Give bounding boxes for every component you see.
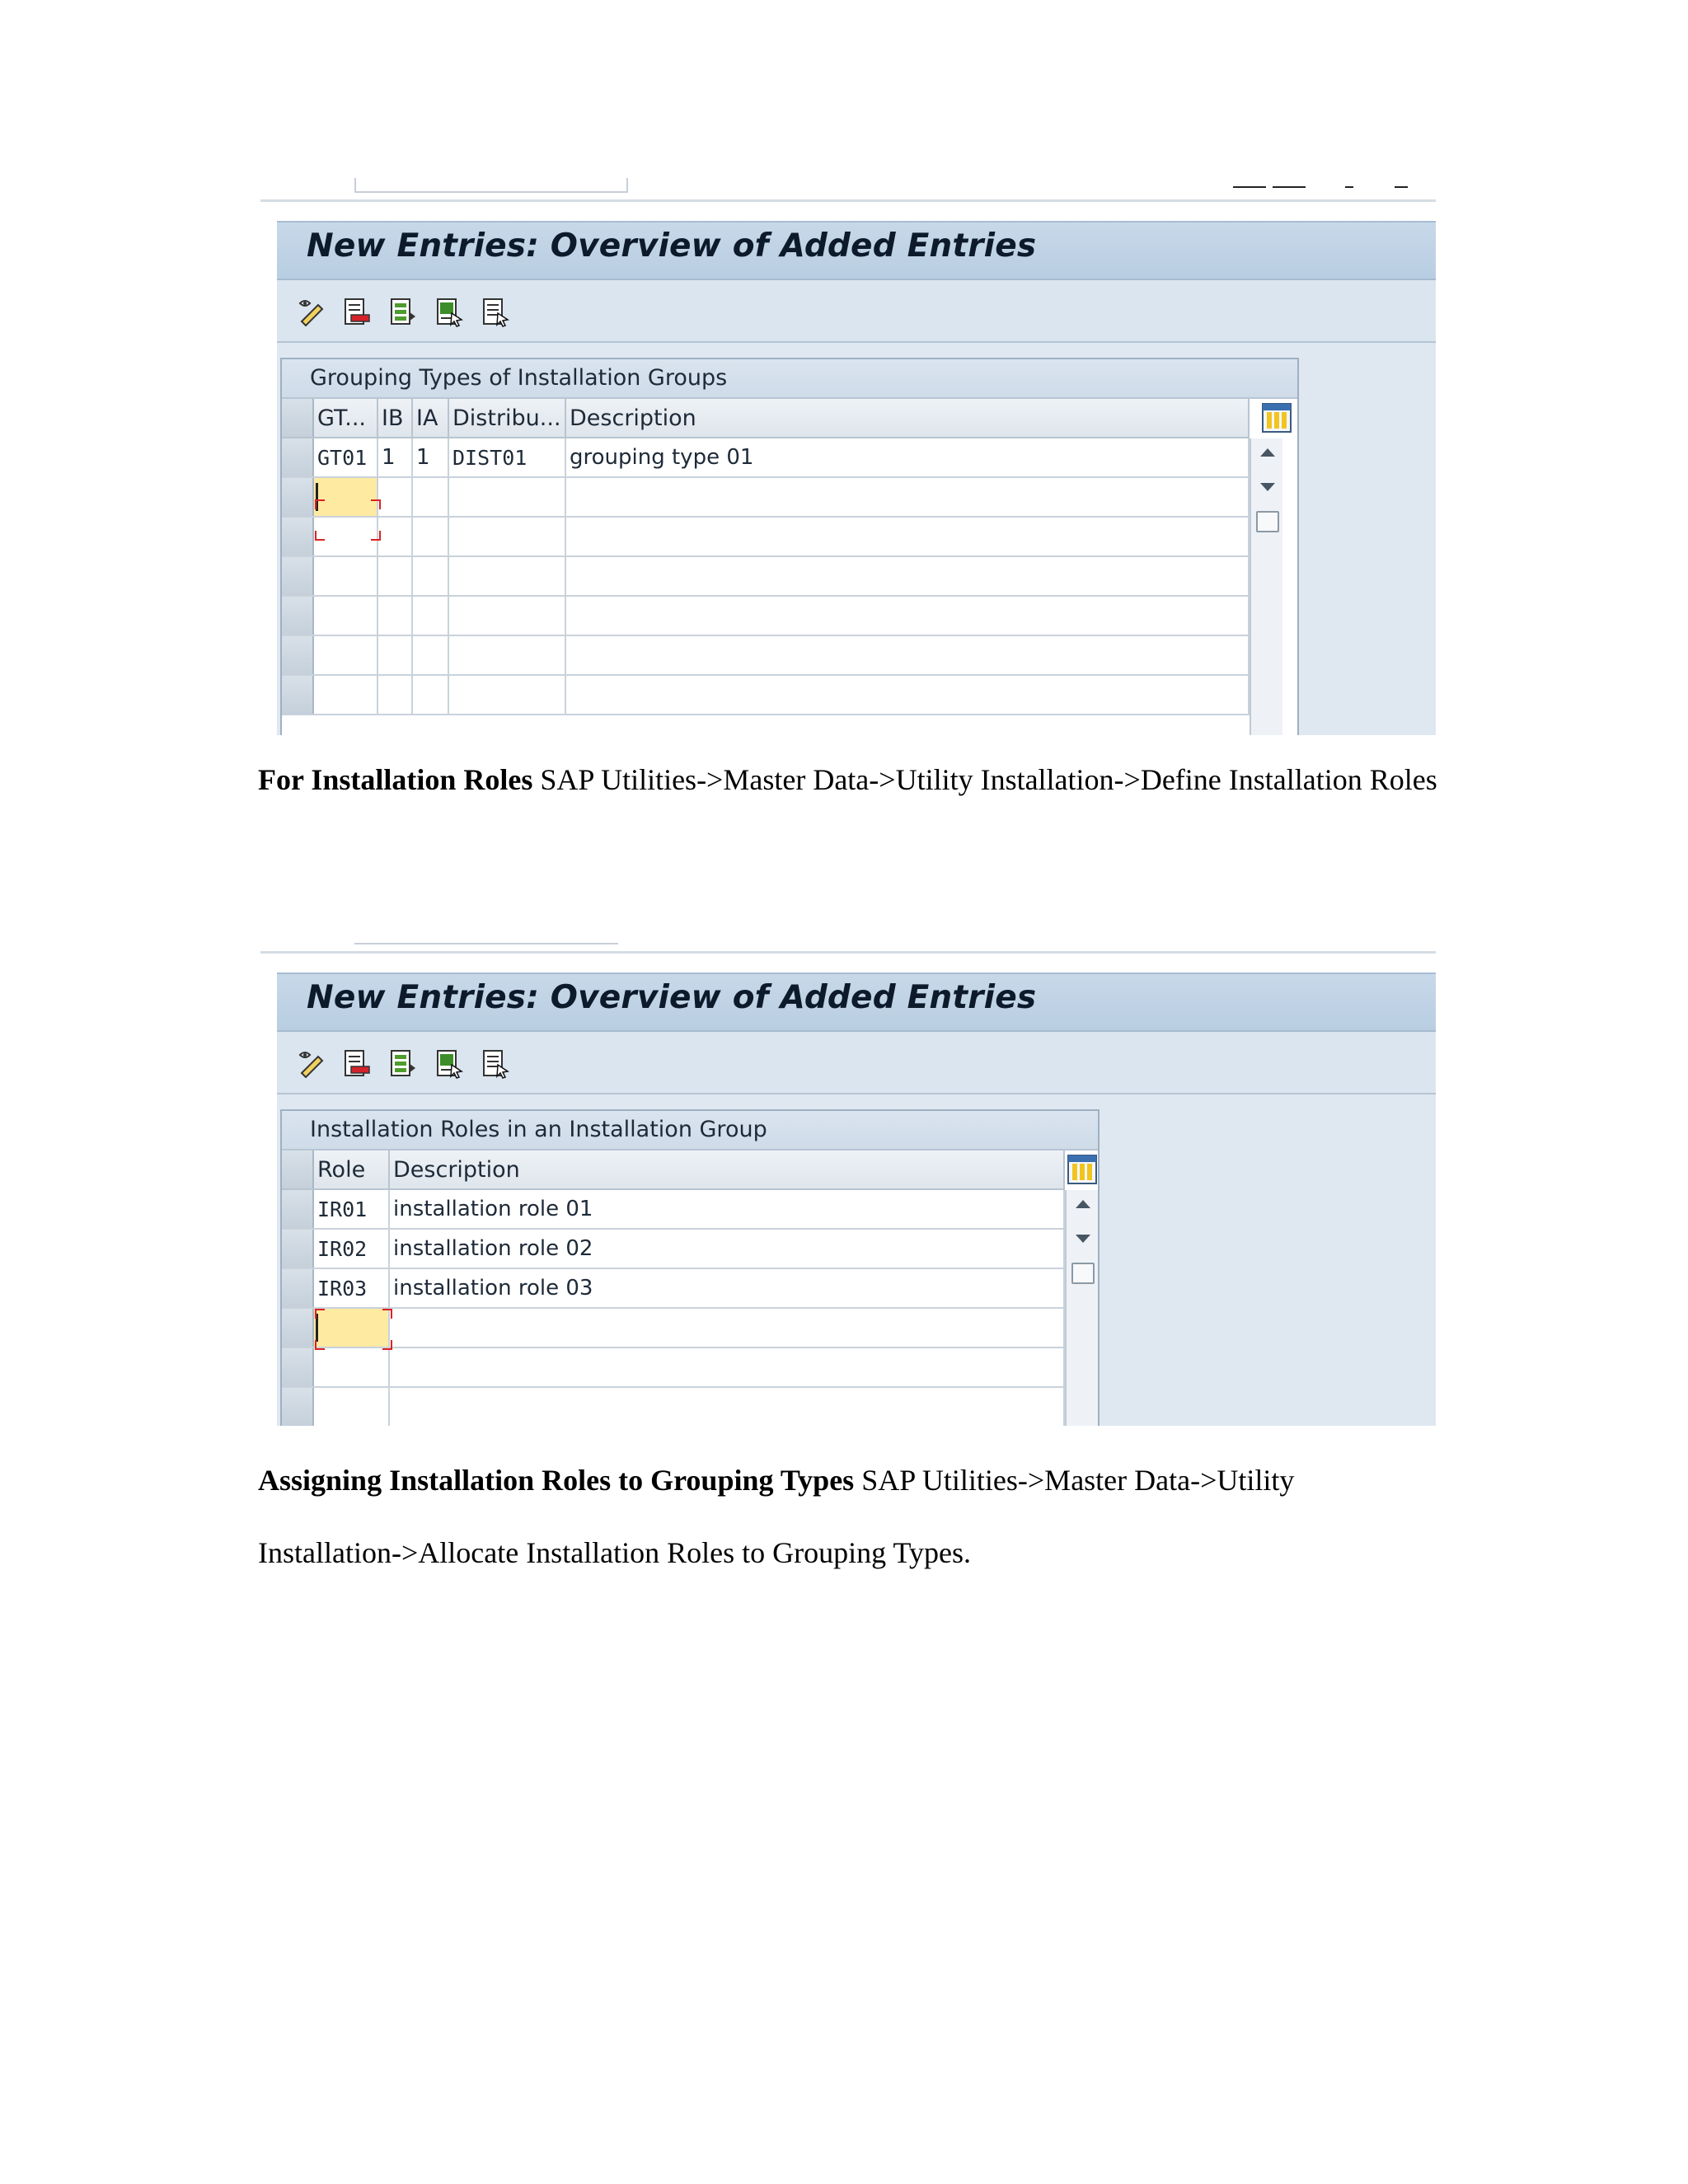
table-row[interactable] <box>282 1387 1064 1426</box>
column-header-role[interactable]: Role <box>313 1151 389 1189</box>
empty-cell[interactable] <box>565 635 1249 675</box>
paragraph-line-2: Installation->Allocate Installation Roles to Grouping Types. <box>258 1536 971 1569</box>
focus-corner <box>371 499 381 509</box>
empty-cell[interactable] <box>565 477 1249 517</box>
row-selector[interactable] <box>282 1387 313 1426</box>
table-row[interactable] <box>282 477 1249 517</box>
delete-row-icon[interactable] <box>341 1048 373 1080</box>
cell-grouping-type[interactable]: GT01 <box>313 438 377 477</box>
change-display-icon[interactable] <box>297 1048 328 1080</box>
empty-cell[interactable] <box>313 556 377 596</box>
empty-cell[interactable] <box>412 635 448 675</box>
vertical-scrollbar[interactable] <box>1250 438 1282 735</box>
empty-cell[interactable] <box>448 556 565 596</box>
cell-description[interactable]: installation role 02 <box>389 1229 1064 1268</box>
deselect-icon[interactable] <box>480 1048 511 1080</box>
empty-cell[interactable] <box>377 556 412 596</box>
empty-cell[interactable] <box>565 517 1249 556</box>
table-row[interactable] <box>282 1347 1064 1387</box>
panel-title: Installation Roles in an Installation Group <box>282 1111 1098 1151</box>
table-row[interactable] <box>282 556 1249 596</box>
faint-tab-divider <box>354 931 618 944</box>
faint-tab-divider <box>354 178 628 193</box>
cell-description[interactable]: grouping type 01 <box>565 438 1249 477</box>
column-settings-icon[interactable] <box>1067 1154 1098 1185</box>
empty-cell[interactable] <box>565 596 1249 635</box>
empty-cell[interactable] <box>377 596 412 635</box>
empty-cell[interactable] <box>377 675 412 715</box>
select-all-cell[interactable] <box>282 399 313 438</box>
table-row[interactable] <box>282 1189 1064 1229</box>
faint-window-dashes <box>1395 186 1408 188</box>
empty-cell[interactable] <box>448 596 565 635</box>
empty-cell[interactable] <box>448 477 565 517</box>
copy-entry-icon[interactable] <box>387 297 419 328</box>
copy-entry-icon[interactable] <box>387 1048 419 1080</box>
empty-cell[interactable] <box>565 675 1249 715</box>
title-bar <box>277 972 1436 1032</box>
table-row[interactable] <box>282 517 1249 556</box>
cell-ia[interactable]: 1 <box>412 438 448 477</box>
table-row[interactable] <box>282 1308 1064 1347</box>
cell-description[interactable]: installation role 03 <box>389 1268 1064 1308</box>
faint-window-dashes <box>1345 186 1353 188</box>
column-header-description[interactable]: Description <box>389 1151 1064 1189</box>
screenshot-grouping-types <box>260 178 1436 735</box>
empty-cell[interactable] <box>377 517 412 556</box>
focus-corner <box>371 531 381 541</box>
table-panel-installation-roles <box>280 1109 1100 1426</box>
row-selector[interactable] <box>282 675 313 715</box>
faint-window-dashes <box>1273 186 1306 188</box>
table-row[interactable] <box>282 1268 1064 1308</box>
empty-cell[interactable] <box>412 477 448 517</box>
cell-distribution[interactable]: DIST01 <box>448 438 565 477</box>
empty-cell[interactable] <box>313 635 377 675</box>
column-header-ia[interactable]: IA <box>412 399 448 438</box>
focus-corner <box>315 1340 325 1350</box>
focus-corner <box>315 499 325 509</box>
sap-window <box>277 972 1436 1426</box>
faint-window-dashes <box>1233 186 1266 188</box>
column-header-ib[interactable]: IB <box>377 399 412 438</box>
grouping-types-table <box>282 399 1250 715</box>
paragraph-line-1 <box>258 1462 1445 1498</box>
window-title: New Entries: Overview of Added Entries <box>307 227 1037 265</box>
focus-corner <box>315 1309 325 1319</box>
row-selector[interactable] <box>282 438 313 477</box>
cell-role[interactable]: IR03 <box>313 1268 389 1308</box>
table-header-row <box>282 1151 1064 1189</box>
select-all-cell[interactable] <box>282 1151 313 1189</box>
scroll-up-icon[interactable] <box>1260 448 1275 457</box>
row-selector[interactable] <box>282 1308 313 1347</box>
title-bar <box>277 221 1436 280</box>
scroll-thumb[interactable] <box>1256 511 1279 532</box>
empty-cell[interactable] <box>412 596 448 635</box>
paragraph-path-text: SAP Utilities->Master Data->Utility Installation->Define Installation Roles <box>532 763 1437 796</box>
window-top-border <box>260 951 1436 954</box>
panel-title: Grouping Types of Installation Groups <box>282 359 1297 399</box>
select-all-icon[interactable] <box>434 297 465 328</box>
row-selector[interactable] <box>282 1268 313 1308</box>
empty-cell[interactable] <box>448 635 565 675</box>
paragraph-assigning-roles <box>258 1462 1445 1571</box>
vertical-scrollbar[interactable] <box>1065 1190 1098 1426</box>
row-selector[interactable] <box>282 1229 313 1268</box>
empty-cell[interactable] <box>448 517 565 556</box>
empty-cell[interactable] <box>313 596 377 635</box>
scroll-up-icon[interactable] <box>1076 1200 1090 1208</box>
empty-cell[interactable] <box>412 556 448 596</box>
table-row[interactable] <box>282 675 1249 715</box>
table-row[interactable] <box>282 438 1249 477</box>
row-selector[interactable] <box>282 1347 313 1387</box>
paragraph-bold-heading: Assigning Installation Roles to Grouping Types <box>258 1464 855 1497</box>
empty-cell[interactable] <box>377 635 412 675</box>
empty-cell[interactable] <box>389 1347 1064 1387</box>
empty-cell[interactable] <box>448 675 565 715</box>
column-header-gt[interactable]: GT... <box>313 399 377 438</box>
empty-cell[interactable] <box>313 1347 389 1387</box>
focus-corner <box>315 531 325 541</box>
column-header-description[interactable]: Description <box>565 399 1249 438</box>
paragraph-bold-heading: For Installation Roles <box>258 763 533 796</box>
paragraph-installation-roles <box>258 762 1445 798</box>
empty-cell[interactable] <box>313 1387 389 1426</box>
row-selector[interactable] <box>282 1189 313 1229</box>
active-input-cell[interactable] <box>313 477 377 517</box>
table-panel-grouping-types <box>280 358 1299 735</box>
cell-role[interactable]: IR01 <box>313 1189 389 1229</box>
cell-ib[interactable]: 1 <box>377 438 412 477</box>
scroll-down-icon[interactable] <box>1076 1235 1090 1243</box>
empty-cell[interactable] <box>377 477 412 517</box>
table-row[interactable] <box>282 596 1249 635</box>
focus-corner <box>382 1340 392 1350</box>
delete-row-icon[interactable] <box>341 297 373 328</box>
scroll-down-icon[interactable] <box>1260 483 1275 491</box>
paragraph-path-text: SAP Utilities->Master Data->Utility <box>854 1464 1295 1497</box>
table-row[interactable] <box>282 635 1249 675</box>
row-selector[interactable] <box>282 596 313 635</box>
empty-cell[interactable] <box>389 1387 1064 1426</box>
scroll-thumb[interactable] <box>1071 1263 1095 1284</box>
change-display-icon[interactable] <box>297 297 328 328</box>
table-row[interactable] <box>282 1229 1064 1268</box>
focus-corner <box>382 1309 392 1319</box>
cell-description[interactable]: installation role 01 <box>389 1189 1064 1229</box>
empty-cell[interactable] <box>313 675 377 715</box>
screenshot-installation-roles <box>260 931 1436 1426</box>
empty-cell[interactable] <box>565 556 1249 596</box>
row-selector[interactable] <box>282 477 313 517</box>
application-toolbar <box>277 1032 1436 1094</box>
column-header-distribution[interactable]: Distribu... <box>448 399 565 438</box>
empty-cell[interactable] <box>389 1308 1064 1347</box>
row-selector[interactable] <box>282 556 313 596</box>
cell-role[interactable]: IR02 <box>313 1229 389 1268</box>
application-toolbar <box>277 280 1436 343</box>
table-header-row <box>282 399 1249 438</box>
empty-cell[interactable] <box>412 675 448 715</box>
row-selector[interactable] <box>282 517 313 556</box>
row-selector[interactable] <box>282 635 313 675</box>
deselect-icon[interactable] <box>480 297 511 328</box>
window-top-border <box>260 199 1436 202</box>
empty-cell[interactable] <box>412 517 448 556</box>
select-all-icon[interactable] <box>434 1048 465 1080</box>
window-title: New Entries: Overview of Added Entries <box>307 979 1037 1016</box>
installation-roles-table <box>282 1151 1065 1426</box>
column-settings-icon[interactable] <box>1261 402 1292 434</box>
sap-window <box>277 221 1436 735</box>
